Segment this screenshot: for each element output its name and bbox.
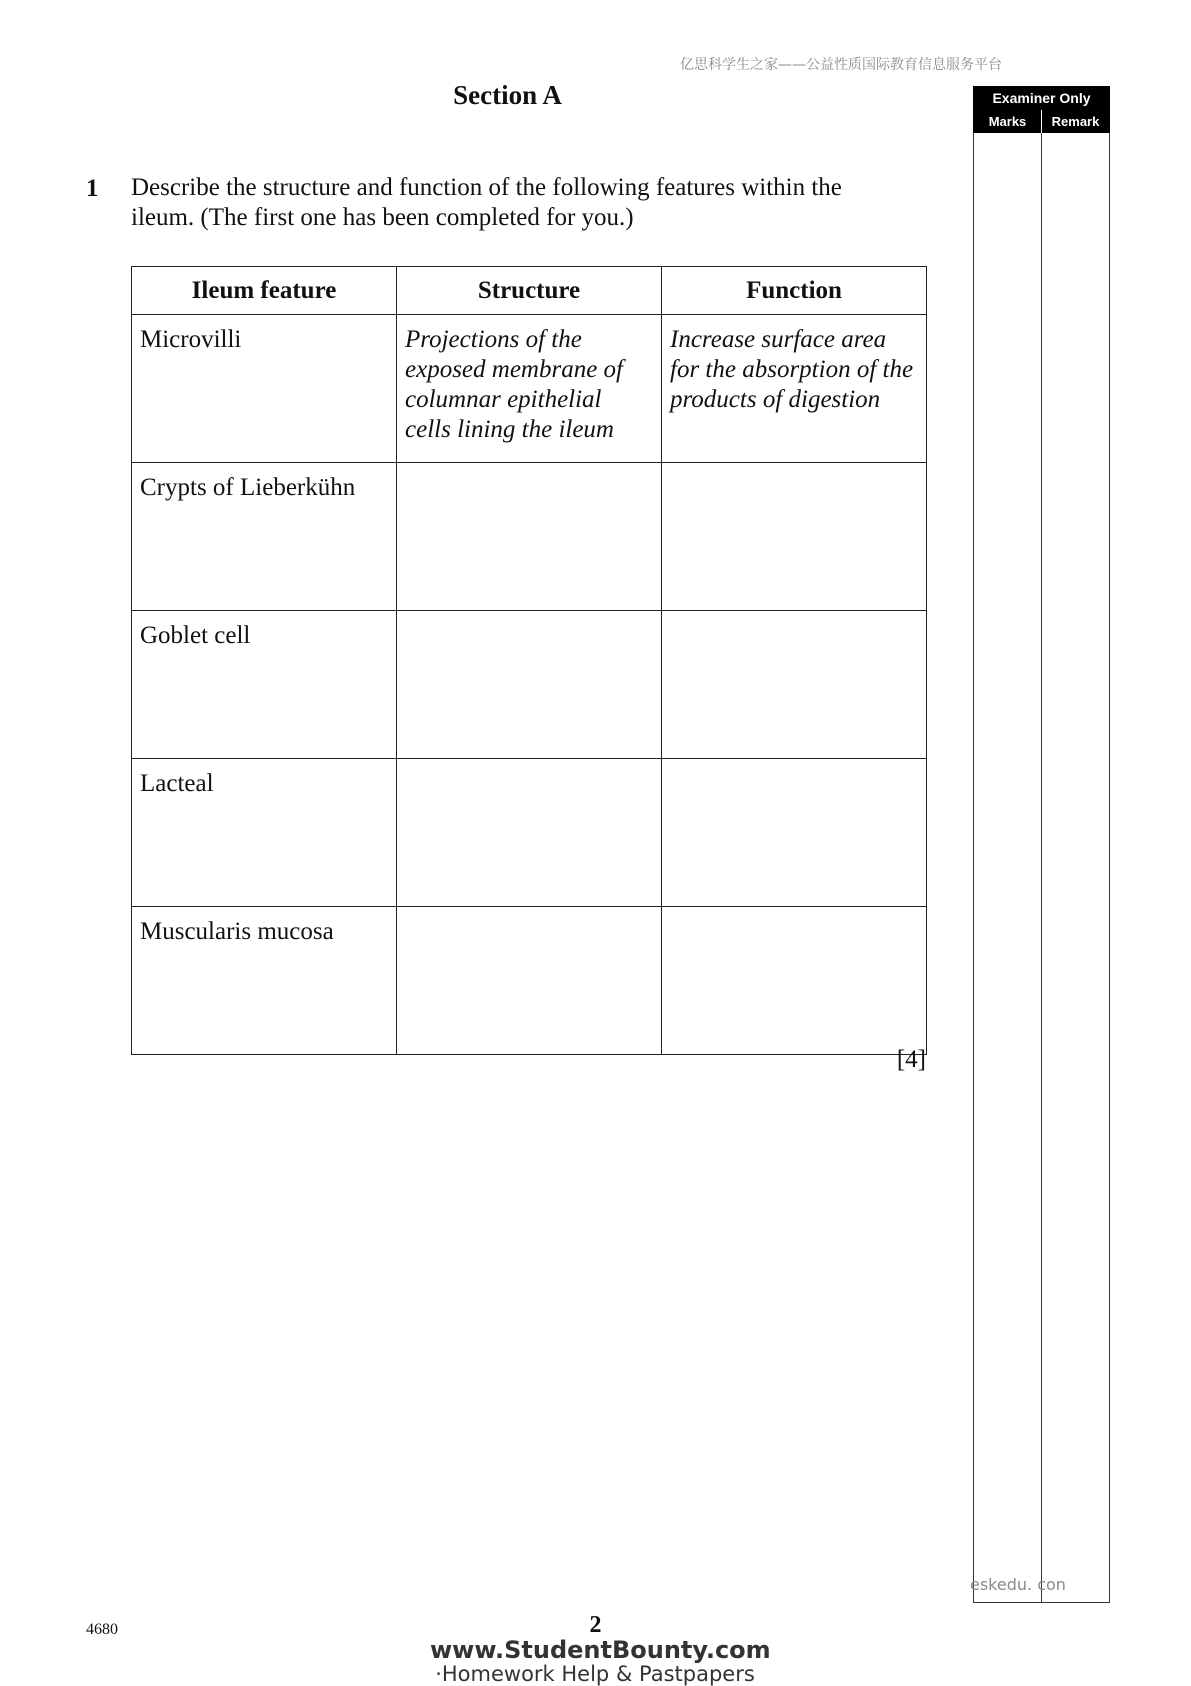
table-row bbox=[132, 315, 927, 463]
table-row bbox=[132, 611, 927, 759]
table-row bbox=[132, 907, 927, 1055]
examiner-subheaders bbox=[973, 110, 1110, 133]
structure-answer-cell[interactable] bbox=[397, 907, 662, 1055]
remark-header: Remark bbox=[1041, 110, 1109, 133]
question-text: Describe the structure and function of the following features within the ileum. (The first one has been completed for you.) bbox=[131, 174, 842, 231]
feature-cell: Microvilli bbox=[132, 315, 397, 463]
table-row bbox=[132, 759, 927, 907]
function-answer-cell[interactable] bbox=[662, 907, 927, 1055]
structure-answer-cell[interactable] bbox=[397, 611, 662, 759]
feature-cell: Muscularis mucosa bbox=[132, 907, 397, 1055]
feature-cell: Crypts of Lieberkühn bbox=[132, 463, 397, 611]
table-row bbox=[132, 463, 927, 611]
structure-answer-cell[interactable] bbox=[397, 463, 662, 611]
header-structure: Structure bbox=[397, 267, 662, 315]
page-number: 2 bbox=[589, 1612, 602, 1638]
structure-cell: Projections of the exposed membrane of columnar epithelial cells lining the ileum bbox=[397, 315, 662, 463]
examiner-only-header: Examiner Only bbox=[973, 86, 1110, 110]
studentbounty-logo bbox=[430, 1636, 771, 1686]
watermark-footer: eskedu. con bbox=[970, 1575, 1066, 1594]
marks-header: Marks bbox=[974, 110, 1041, 133]
paper-code: 4680 bbox=[86, 1621, 118, 1638]
ileum-features-table bbox=[131, 266, 927, 1055]
question-number: 1 bbox=[86, 175, 99, 202]
feature-cell: Goblet cell bbox=[132, 611, 397, 759]
remark-column bbox=[1041, 133, 1109, 1602]
function-answer-cell[interactable] bbox=[662, 463, 927, 611]
function-cell: Increase surface area for the absorption of the products of digestion bbox=[662, 315, 927, 463]
table-header-row bbox=[132, 267, 927, 315]
logo-tagline: ·Homework Help & Pastpapers bbox=[435, 1662, 755, 1686]
logo-url-text: www.StudentBounty.com bbox=[430, 1636, 771, 1664]
examiner-only-column bbox=[973, 86, 1110, 1602]
function-answer-cell[interactable] bbox=[662, 759, 927, 907]
watermark-header: 亿思科学生之家——公益性质国际教育信息服务平台 bbox=[680, 57, 1002, 73]
function-answer-cell[interactable] bbox=[662, 611, 927, 759]
marks-column bbox=[974, 133, 1041, 1602]
header-function: Function bbox=[662, 267, 927, 315]
marks-allocation: [4] bbox=[896, 1046, 926, 1073]
feature-cell: Lacteal bbox=[132, 759, 397, 907]
header-ileum-feature: Ileum feature bbox=[132, 267, 397, 315]
structure-answer-cell[interactable] bbox=[397, 759, 662, 907]
examiner-columns bbox=[973, 133, 1110, 1603]
section-title: Section A bbox=[453, 80, 562, 110]
